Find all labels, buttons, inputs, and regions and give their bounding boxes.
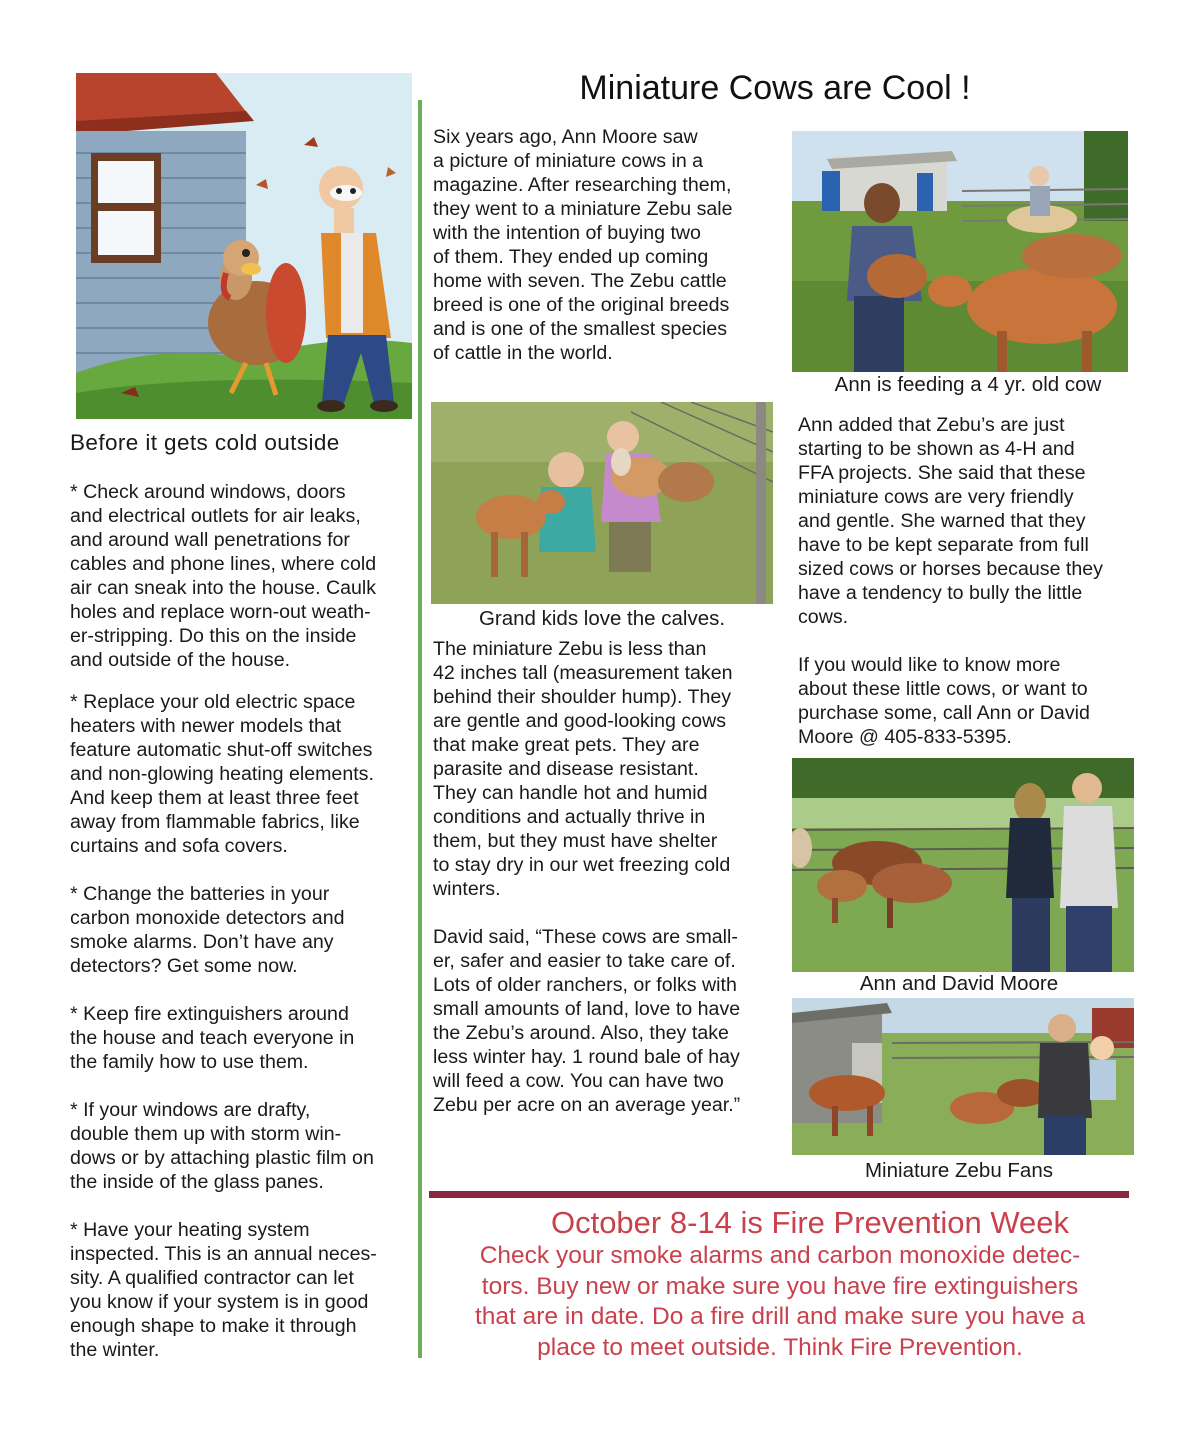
article-middle: The miniature Zebu is less than 42 inches tall (measurement taken behind their shoulder hump). They are gentle and good-looking cows that make great pets. They are parasite and disease resistant. They can handle hot and humid conditions and actually thrive in them, but they must have shelter to stay dry in our wet freezing cold winters. (433, 638, 733, 900)
tip-item: * If your windows are drafty, double them up with storm win- dows or by attaching plastic film on the inside of the glass panes. (70, 1099, 374, 1193)
caption-grandkids: Grand kids love the calves. (478, 607, 726, 630)
tip-item: * Replace your old electric space heaters with newer models that feature automatic shut-off switches and non-glowing heating elements. And keep them at least three feet away from flammable fabrics, like curtains and sofa covers. (70, 691, 374, 857)
photo-miniature-zebu-fans (792, 998, 1134, 1155)
tip-item: * Have your heating system inspected. This is an annual neces- sity. A qualified contractor can let you know if your system is in good enough shape to make it through the winter. (70, 1219, 377, 1361)
photo-ann-and-david-moore (792, 758, 1134, 972)
fire-prevention-title: October 8-14 is Fire Prevention Week (550, 1205, 1070, 1240)
tip-item: * Change the batteries in your carbon monoxide detectors and smoke alarms. Don’t have any detectors? Get some now. (70, 883, 345, 977)
article-title: Miniature Cows are Cool ! (579, 69, 971, 107)
tip-item: * Check around windows, doors and electrical outlets for air leaks, and around wall penetrations for cables and phone lines, where cold air can sneak into the house. Caulk holes and replace worn-out weath- er-stripping. Do this on the inside and outside of the house. (70, 481, 377, 671)
article-intro: Six years ago, Ann Moore saw a picture of miniature cows in a magazine. After researching them, they went to a miniature Zebu sale with the intention of buying two of them. They ended up coming home with seven. The Zebu cattle breed is one of the original breeds and is one of the smallest species of cattle in the world. (433, 126, 733, 364)
photo-ann-feeding-cow (792, 131, 1128, 372)
cartoon-illustration (76, 73, 412, 419)
tips-heading: Before it gets cold outside (70, 430, 340, 455)
fire-prevention-body: Check your smoke alarms and carbon monoxide detec- tors. Buy new or make sure you have fire extinguishers that are in date. Do a fire drill and make sure you have a place to meet outside. Think Fire Prevention. (474, 1242, 1086, 1361)
caption-moores: Ann and David Moore (859, 972, 1059, 995)
article-right-2: If you would like to know more about these little cows, or want to purchase some, call Ann or David Moore @ 405-833-5395. (798, 654, 1090, 748)
article-right-1: Ann added that Zebu’s are just starting to be shown as 4-H and FFA projects. She said that these miniature cows are very friendly and gentle. She warned that they have to be kept separate from full sized cows or horses because they have a tendency to bully the little cows. (798, 414, 1103, 628)
caption-feeding: Ann is feeding a 4 yr. old cow (834, 373, 1102, 396)
photo-grand-kids-calves (431, 402, 773, 604)
tip-item: * Keep fire extinguishers around the house and teach everyone in the family how to use them. (70, 1003, 355, 1073)
article-quote: David said, “These cows are small- er, safer and easier to take care of. Lots of older ranchers, or folks with small amounts of land, love to have the Zebu’s around. Also, they take less winter hay. 1 round bale of hay will feed a cow. You can have two Zebu per acre on an average year.” (433, 926, 741, 1116)
caption-fans: Miniature Zebu Fans (864, 1159, 1053, 1182)
section-rule (429, 1191, 1129, 1198)
